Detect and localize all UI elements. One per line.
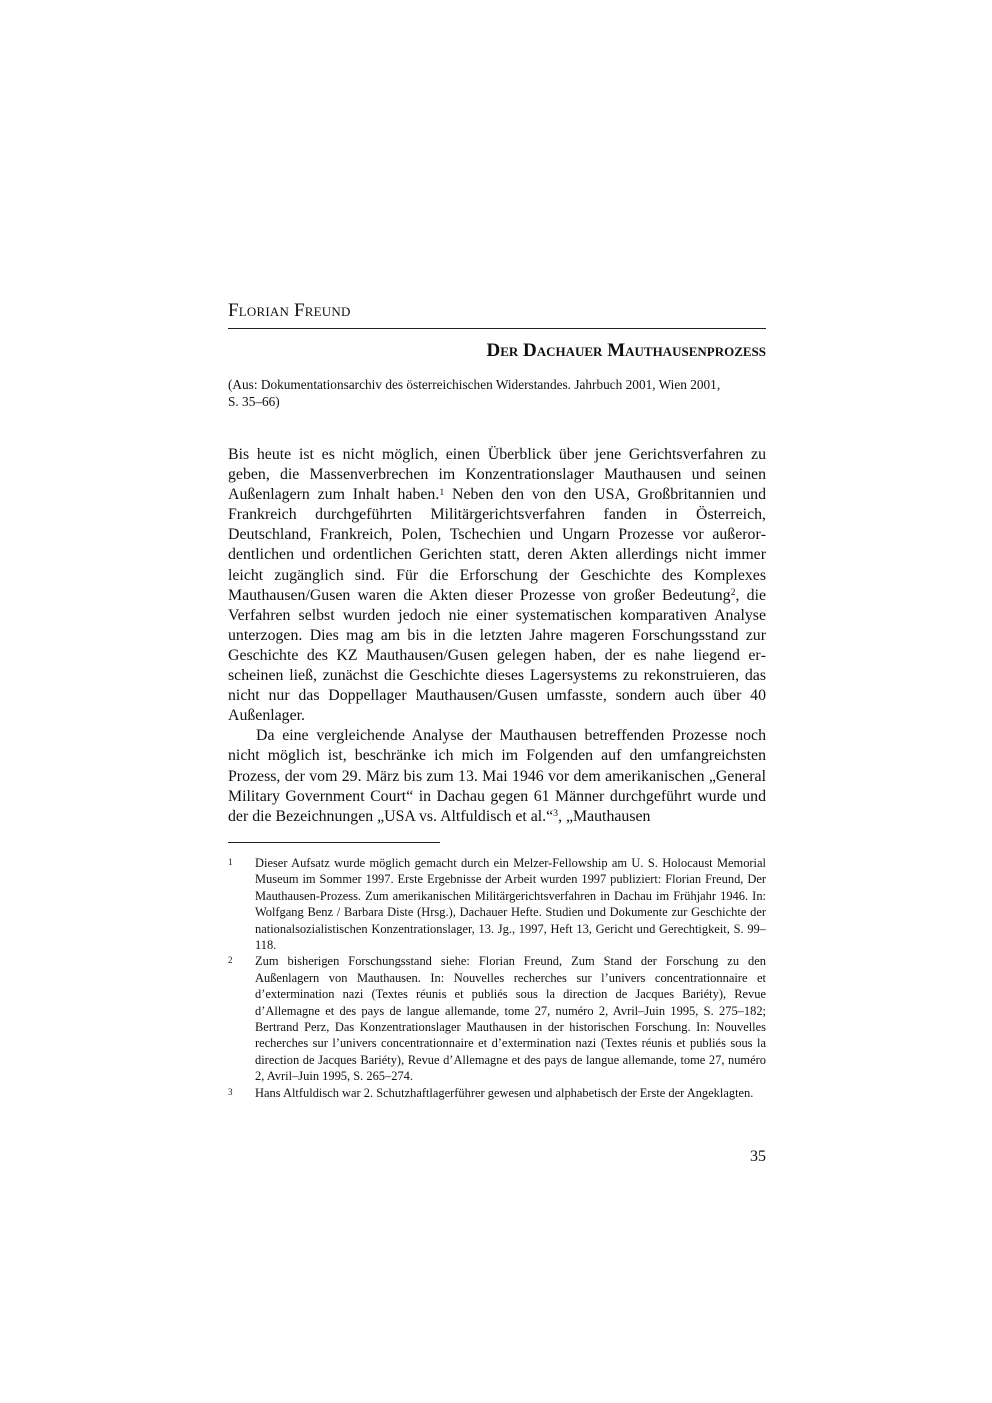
source-citation [228,376,766,410]
footnote-ref-2[interactable]: 2 [730,587,736,599]
source-line-1: (Aus: Dokumentationsarchiv des österreichischen Widerstandes. Jahrbuch 2001, Wien 2001, [228,377,721,392]
footnote-ref-1[interactable]: 1 [439,486,445,498]
author-name: Florian Freund [228,300,351,321]
paragraph-2-part-a: Da eine vergleichende Analyse der Mauthausen betreffenden Prozesse noch nicht möglich ist, beschränke ich mich im Folgenden auf den umfangreichsten Prozess, der vom 29. März bis zum 13. Mai 1946 vor dem amerikanischen „General Military Government Court“ in Dachau gegen 61 Männer durchgeführt wurde und der die Bezeichnungen „USA vs. Altfuldisch et al.“ [228,727,766,825]
document-page [228,0,766,1403]
paragraph-1-part-b: Neben den von den USA, Großbritannien und Frankreich durchgeführten Militärgerichtsverfahren fanden in Österreich, Deutschland, Frankreich, Polen, Tschechien und Ungarn Prozesse vor außerordentlichen und ordentlichen Gerichten statt, deren Akten allerdings nicht immer leicht zugänglich sind. Für die Erforschung der Geschichte des Komplexes Mauthausen/Gusen waren die Akten dieser Prozesse von großer Bedeutung [228,486,767,604]
footnote-2 [228,953,766,1084]
article-title: Der Dachauer Mauthausenprozess [486,340,766,361]
footnote-ref-3[interactable]: 3 [553,808,559,820]
paragraph-1 [228,445,766,726]
footnote-number: 2 [228,955,233,966]
paragraph-2-part-b: , „Mauthausen [558,807,651,825]
paragraph-2 [228,726,766,826]
paragraph-1-part-a: Bis heute ist es nicht möglich, einen Überblick über jene Gerichtsverfahren zu geben, die Massenverbrechen im Konzentrationslager Mauthausen und seinen Außenlagern zum Inhalt haben. [228,446,766,504]
footnote-1 [228,855,766,953]
author-divider [228,328,766,329]
source-line-2: S. 35–66) [228,394,280,409]
footnotes [228,855,766,1101]
footnote-divider [228,842,440,843]
footnote-text: Zum bisherigen Forschungsstand siehe: Florian Freund, Zum Stand der Forschung zu den Außenlagern von Mauthausen. In: Nouvelles recherches sur l’univers concentrationnaire et d’extermination nazi (Textes réunis et publiés sous la direction de Jacques Bariéty), Revue d’Allemagne et des pays de langue allemande, tome 27, numéro 2, Avril–Juin 1995, S. 275–182; Bertrand Perz, Das Konzentrationslager Mauthausen in der historischen Forschung. In: Nouvelles recherches sur l’univers concentrationnaire et d’extermination nazi (Textes réunis et publiés sous la direction de Jacques Bariéty), Revue d’Allemagne et des pays de langue allemande, tome 27, numéro 2, Avril–Juin 1995, S. 265–274. [255,954,766,1084]
footnote-text: Hans Altfuldisch war 2. Schutzhaftlagerführer gewesen und alphabetisch der Erste der Angeklagten. [255,1085,754,1100]
page-number: 35 [750,1148,766,1165]
body-text [228,445,766,827]
footnote-number: 3 [228,1086,233,1097]
footnote-text: Dieser Aufsatz wurde möglich gemacht durch ein Melzer-Fellowship am U. S. Holocaust Memorial Museum im Sommer 1997. Erste Ergebnisse der Arbeit wurden 1997 publiziert: Florian Freund, Der Mauthausen-Prozess. Zum amerikanischen Militärgerichtsverfahren in Dachau im Frühjahr 1946. In: Wolfgang Benz / Barbara Diste (Hrsg.), Dachauer Hefte. Studien und Dokumente zur Geschichte der nationalsozialistischen Konzentrationslager, 13. Jg., 1997, Heft 13, Gericht und Gerechtigkeit, S. 99–118. [255,856,766,953]
footnote-3 [228,1085,766,1101]
footnote-number: 1 [228,857,233,867]
paragraph-1-part-c: , die Verfahren selbst wurden jedoch nie einer systematischen komparativen Analyse unterzogen. Dies mag am bis in die letzten Jahre mageren Forschungsstand zur Geschichte des KZ Mauthausen/Gusen gelegen haben, der es nahe liegend erscheinen ließ, zunächst die Geschichte dieses Lagersystems zu rekonstruieren, das nicht nur das Doppellager Mauthausen/Gusen umfasste, sondern auch über 40 Außenlager. [228,586,767,725]
